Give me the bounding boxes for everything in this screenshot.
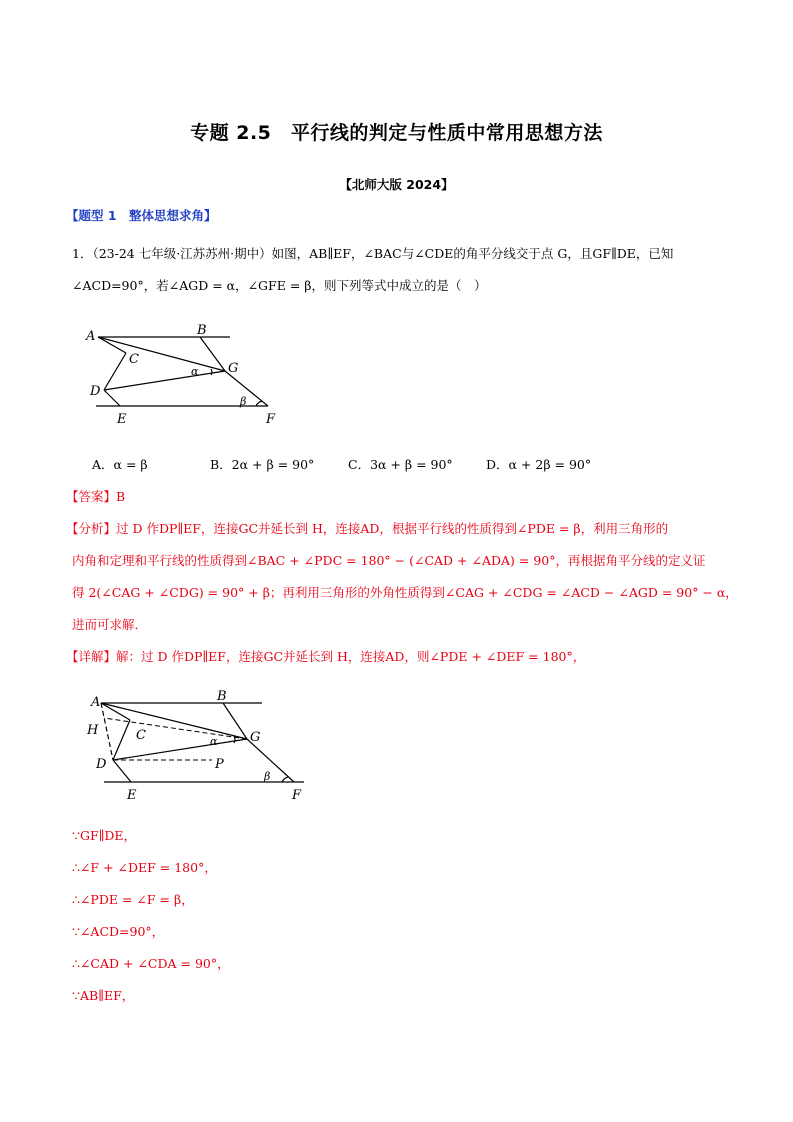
step-line-2: ∴∠F + ∠DEF = 180°， (72, 860, 217, 875)
page-title: 专题 2.5 平行线的判定与性质中常用思想方法 (190, 122, 603, 144)
question-line-2: ∠ACD=90°，若∠AGD = α，∠GFE = β，则下列等式中成立的是（ ） (72, 278, 487, 293)
fig1-label-f: F (266, 412, 276, 427)
option-b: B．2α + β = 90° (210, 457, 315, 472)
fig2-label-f: F (292, 788, 302, 802)
fig1-label-c: C (129, 352, 139, 367)
fig2-label-beta: β (264, 770, 271, 783)
edition-label: 【北师大版 2024】 (339, 177, 454, 192)
figure-2 (84, 684, 314, 802)
option-c: C．3α + β = 90° (348, 457, 453, 472)
fig1-label-a: A (86, 329, 96, 344)
fig1-label-b: B (197, 323, 207, 338)
fig1-label-d: D (90, 384, 101, 399)
analysis-line-2: 内角和定理和平行线的性质得到∠BAC + ∠PDC = 180° − (∠CAD + ∠ADA) = 90°，再根据角平分线的定义证 (72, 553, 706, 568)
analysis-line-4: 进而可求解． (72, 617, 148, 632)
question-line-1: 1．（23-24 七年级·江苏苏州·期中）如图，AB∥EF，∠BAC与∠CDE的角平分线交于点 G，且GF∥DE，已知 (72, 246, 674, 261)
fig2-label-alpha: α (210, 735, 218, 748)
step-line-5: ∴∠CAD + ∠CDA = 90°， (72, 956, 230, 971)
option-a: A．α = β (92, 457, 148, 472)
step-line-1: ∵GF∥DE， (72, 828, 137, 843)
option-d: D．α + 2β = 90° (486, 457, 592, 472)
step-line-6: ∵AB∥EF， (72, 988, 135, 1003)
fig1-label-g: G (228, 361, 239, 376)
detail-line: 【详解】解：过 D 作DP∥EF，连接GC并延长到 H，连接AD，则∠PDE + ∠DEF = 180°， (66, 649, 586, 664)
fig1-label-beta: β (240, 395, 247, 408)
fig2-label-h: H (87, 723, 99, 738)
fig1-label-e: E (117, 412, 127, 427)
figure-1 (80, 318, 280, 430)
step-line-3: ∴∠PDE = ∠F = β， (72, 892, 194, 907)
fig2-label-p: P (215, 757, 224, 772)
answer-line: 【答案】B (66, 489, 126, 504)
fig2-label-c: C (136, 728, 146, 743)
analysis-line-1: 【分析】过 D 作DP∥EF，连接GC并延长到 H，连接AD，根据平行线的性质得到∠PDE = β，利用三角形的 (66, 521, 669, 536)
fig2-label-a: A (91, 695, 101, 710)
fig2-label-g: G (250, 730, 261, 745)
fig1-label-alpha: α (191, 365, 199, 378)
fig2-label-e: E (127, 788, 137, 802)
fig2-label-d: D (96, 757, 107, 772)
fig2-label-b: B (217, 689, 227, 704)
analysis-line-3: 得 2(∠CAG + ∠CDG) = 90° + β；再利用三角形的外角性质得到∠CAG + ∠CDG = ∠ACD − ∠AGD = 90° − α， (72, 585, 738, 600)
question-type-heading: 【题型 1 整体思想求角】 (66, 208, 217, 223)
step-line-4: ∵∠ACD=90°， (72, 924, 165, 939)
